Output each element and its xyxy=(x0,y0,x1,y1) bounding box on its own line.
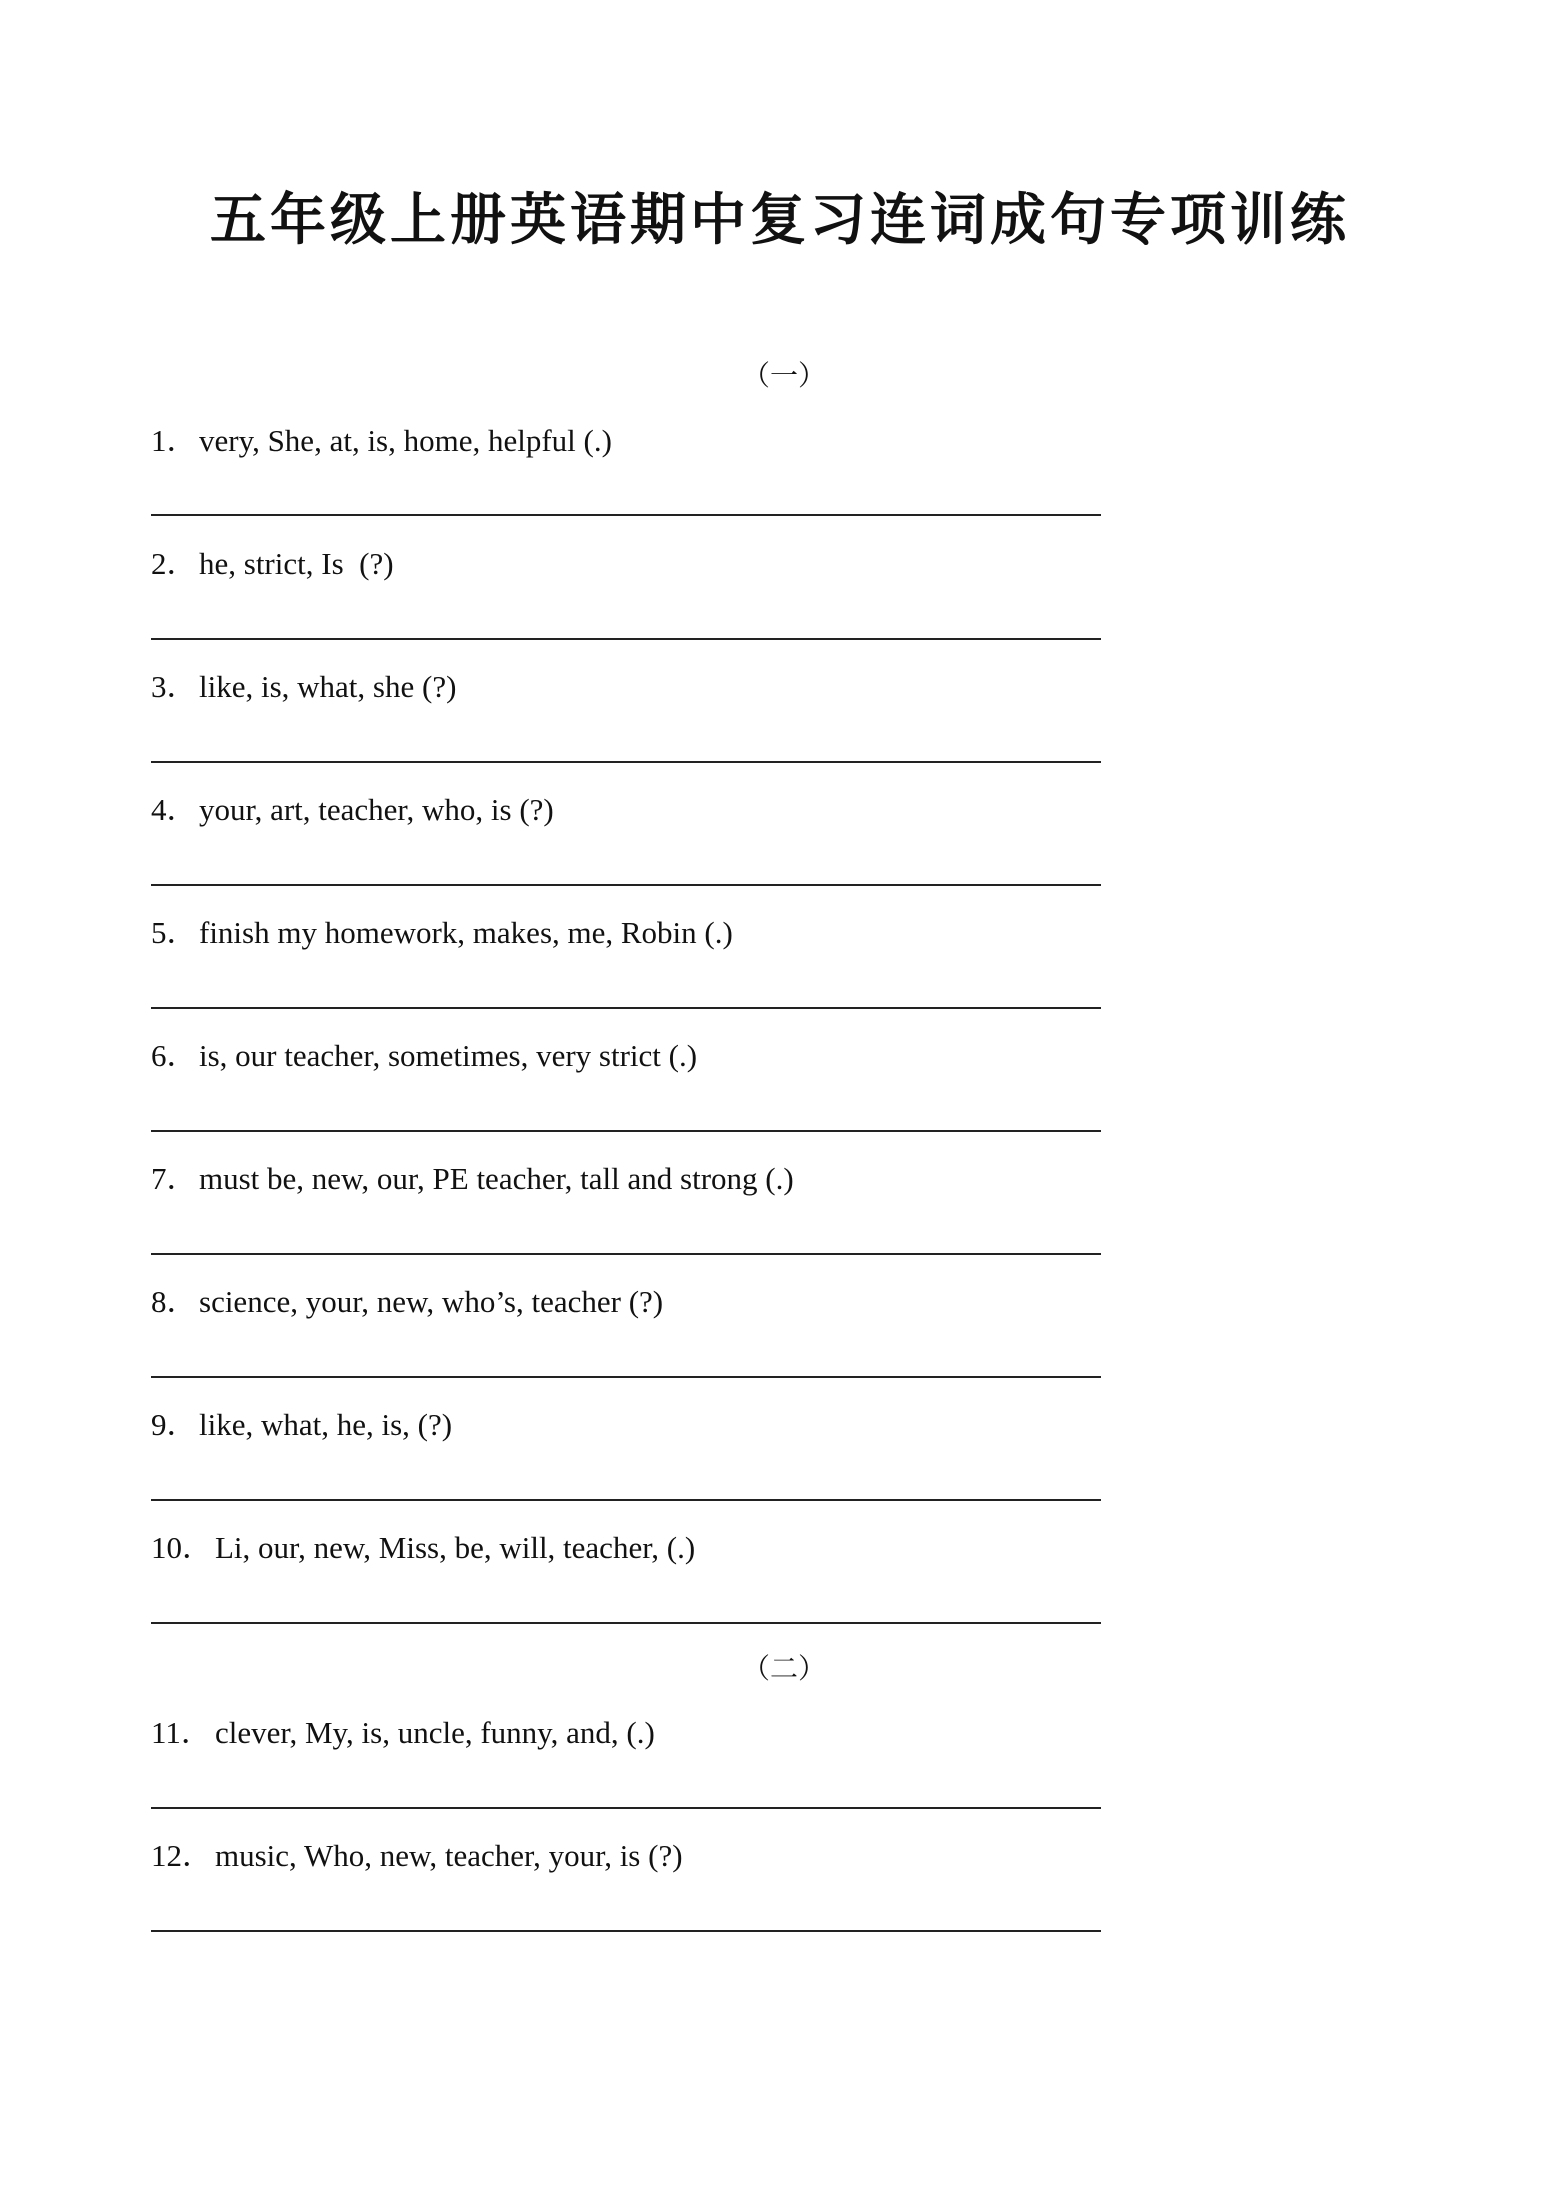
question-number: 8． xyxy=(151,1284,198,1319)
question-3 xyxy=(151,667,456,707)
answer-line-10 xyxy=(151,1622,1101,1624)
section-heading-2: （二） xyxy=(741,1652,826,1685)
answer-line-7 xyxy=(151,1253,1101,1255)
answer-line-12 xyxy=(151,1930,1101,1932)
question-1 xyxy=(151,421,612,461)
question-9 xyxy=(151,1405,452,1445)
question-4 xyxy=(151,790,554,830)
question-number: 6． xyxy=(151,1038,198,1073)
question-words: your, art, teacher, who, is (?) xyxy=(199,792,554,827)
question-2 xyxy=(151,544,394,584)
question-number: 4． xyxy=(151,792,198,827)
question-number: 12． xyxy=(151,1838,213,1873)
question-number: 10． xyxy=(151,1530,213,1565)
answer-line-8 xyxy=(151,1376,1101,1378)
question-number: 5． xyxy=(151,915,198,950)
question-12 xyxy=(151,1836,683,1876)
question-number: 1． xyxy=(151,423,198,458)
question-7 xyxy=(151,1159,794,1199)
question-11 xyxy=(151,1713,655,1753)
answer-line-4 xyxy=(151,884,1101,886)
question-words: is, our teacher, sometimes, very strict (.) xyxy=(199,1038,698,1073)
answer-line-2 xyxy=(151,638,1101,640)
question-5 xyxy=(151,913,733,953)
question-words: he, strict, Is (?) xyxy=(199,546,394,581)
question-number: 3． xyxy=(151,669,198,704)
question-words: finish my homework, makes, me, Robin (.) xyxy=(199,915,733,950)
question-words: like, what, he, is, (?) xyxy=(199,1407,453,1442)
question-6 xyxy=(151,1036,697,1076)
question-words: must be, new, our, PE teacher, tall and strong (.) xyxy=(199,1161,794,1196)
question-number: 9． xyxy=(151,1407,198,1442)
question-words: science, your, new, who’s, teacher (?) xyxy=(199,1284,664,1319)
question-8 xyxy=(151,1282,663,1322)
question-words: like, is, what, she (?) xyxy=(199,669,457,704)
question-words: clever, My, is, uncle, funny, and, (.) xyxy=(215,1715,655,1750)
question-10 xyxy=(151,1528,695,1568)
answer-line-3 xyxy=(151,761,1101,763)
question-number: 11． xyxy=(151,1715,212,1750)
answer-line-1 xyxy=(151,514,1101,516)
section-heading-1: （一） xyxy=(741,359,826,392)
answer-line-6 xyxy=(151,1130,1101,1132)
answer-line-5 xyxy=(151,1007,1101,1009)
page-title: 五年级上册英语期中复习连词成句专项训练 xyxy=(210,188,1350,253)
answer-line-11 xyxy=(151,1807,1101,1809)
question-words: very, She, at, is, home, helpful (.) xyxy=(199,423,612,458)
question-words: Li, our, new, Miss, be, will, teacher, (.) xyxy=(215,1530,696,1565)
question-words: music, Who, new, teacher, your, is (?) xyxy=(215,1838,683,1873)
question-number: 7． xyxy=(151,1161,198,1196)
answer-line-9 xyxy=(151,1499,1101,1501)
question-number: 2． xyxy=(151,546,198,581)
